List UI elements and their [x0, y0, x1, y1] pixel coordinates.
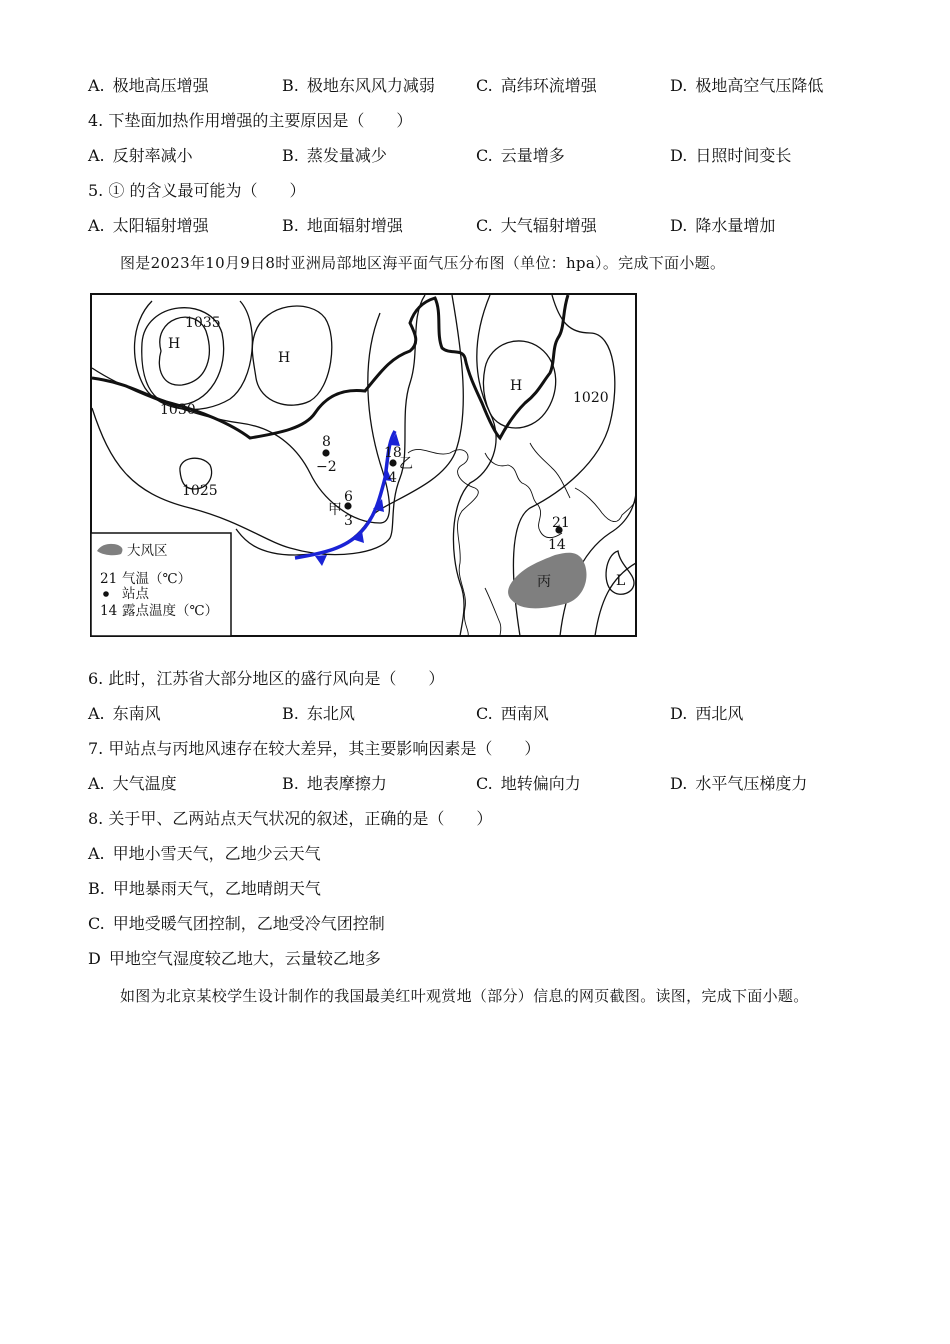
- q3-option-c: [476, 76, 597, 96]
- station-temp: 18: [384, 445, 402, 461]
- legend-gale-label: 大风区: [127, 543, 168, 559]
- option-letter: D.: [670, 216, 688, 235]
- q6-option-b: [282, 704, 355, 724]
- isobar-label-1020: 1020: [573, 390, 609, 406]
- option-text: 云量增多: [500, 146, 565, 165]
- q7-option-a: [88, 774, 177, 794]
- high-label-west: H: [168, 336, 181, 352]
- low-label: L: [616, 573, 626, 589]
- option-letter: D.: [670, 704, 688, 723]
- station-dew: 14: [548, 537, 566, 553]
- q3-option-b: [282, 76, 435, 96]
- q7-option-b: [282, 774, 387, 794]
- station-dot: [322, 449, 329, 456]
- q8-option-d: [88, 949, 381, 969]
- option-letter: A.: [88, 146, 105, 165]
- option-letter: D.: [670, 146, 688, 165]
- legend-station-label: 站点: [122, 586, 149, 602]
- option-text: 东北风: [306, 704, 355, 723]
- q5-option-b: [282, 216, 403, 236]
- option-text: 太阳辐射增强: [112, 216, 209, 235]
- option-text: 东南风: [112, 704, 161, 723]
- station-temp: 6: [344, 489, 353, 505]
- option-text: 降水量增加: [695, 216, 776, 235]
- option-text: 反射率减小: [112, 146, 193, 165]
- map-intro: 图是2023年10月9日8时亚洲局部地区海平面气压分布图（单位：hpa）。完成下面小题。: [120, 254, 726, 272]
- option-text: 日照时间变长: [695, 146, 792, 165]
- option-letter: C.: [88, 914, 105, 933]
- pressure-map-figure: [90, 293, 637, 637]
- option-text: 地转偏向力: [500, 774, 581, 793]
- q4-option-c: [476, 146, 565, 166]
- q8-option-c: [88, 914, 385, 934]
- q6-stem: 6. 此时，江苏省大部分地区的盛行风向是（ ）: [88, 669, 445, 688]
- option-text: 高纬环流增强: [500, 76, 597, 95]
- option-text: 极地高压增强: [112, 76, 209, 95]
- q7-stem: 7. 甲站点与丙地风速存在较大差异，其主要影响因素是（ ）: [88, 739, 541, 758]
- option-letter: A.: [88, 774, 105, 793]
- legend-temp-label: 气温（℃）: [122, 571, 192, 587]
- option-text: 大气温度: [112, 774, 177, 793]
- station-temp: 8: [322, 434, 331, 450]
- q5-option-d: [670, 216, 775, 236]
- station-dew: 4: [388, 470, 397, 486]
- option-text: 大气辐射增强: [500, 216, 597, 235]
- legend-station-dot: [103, 591, 109, 597]
- station-name: 甲: [328, 502, 342, 518]
- station-dew: −2: [316, 459, 337, 475]
- legend-temp-number: 21: [100, 571, 118, 587]
- option-letter: D.: [670, 76, 688, 95]
- option-letter: C.: [476, 774, 493, 793]
- high-label-east: H: [510, 378, 523, 394]
- q5-stem: 5. ① 的含义最可能为（ ）: [88, 181, 306, 200]
- station-temp: 21: [552, 515, 570, 531]
- option-letter: C.: [476, 216, 493, 235]
- isobar-label-1030: 1030: [160, 402, 196, 418]
- legend-dew-number: 14: [100, 603, 118, 619]
- option-letter: D.: [670, 774, 688, 793]
- q3-option-d: [670, 76, 823, 96]
- option-text: 极地东风风力减弱: [306, 76, 435, 95]
- option-letter: B.: [282, 216, 299, 235]
- q3-option-a: [88, 76, 209, 96]
- q5-option-c: [476, 216, 597, 236]
- q8-stem: 8. 关于甲、乙两站点天气状况的叙述，正确的是（ ）: [88, 809, 493, 828]
- option-text: 极地高空气压降低: [695, 76, 824, 95]
- next-section-intro: 如图为北京某校学生设计制作的我国最美红叶观赏地（部分）信息的网页截图。读图，完成下面小题。: [120, 987, 809, 1005]
- option-letter: C.: [476, 76, 493, 95]
- option-letter: B.: [282, 76, 299, 95]
- isobar-label-1025: 1025: [182, 483, 218, 499]
- option-letter: B.: [88, 879, 105, 898]
- option-text: 甲地小雪天气，乙地少云天气: [112, 844, 321, 863]
- q4-option-b: [282, 146, 387, 166]
- option-letter: B.: [282, 774, 299, 793]
- option-letter: B.: [282, 704, 299, 723]
- q4-option-d: [670, 146, 791, 166]
- q6-option-a: [88, 704, 161, 724]
- option-letter: A.: [88, 704, 105, 723]
- option-text: 甲地受暖气团控制，乙地受冷气团控制: [112, 914, 385, 933]
- area-bing-label: 丙: [537, 574, 551, 590]
- option-text: 地表摩擦力: [306, 774, 387, 793]
- option-text: 水平气压梯度力: [695, 774, 808, 793]
- option-text: 地面辐射增强: [306, 216, 403, 235]
- legend-dew-label: 露点温度（℃）: [122, 603, 219, 619]
- q5-option-a: [88, 216, 209, 236]
- option-letter: A.: [88, 844, 105, 863]
- map-legend: [91, 533, 231, 636]
- station-dew: 3: [344, 513, 353, 529]
- isobar-label-1035: 1035: [185, 315, 221, 331]
- q4-option-a: [88, 146, 193, 166]
- option-letter: A.: [88, 76, 105, 95]
- option-letter: C.: [476, 146, 493, 165]
- option-text: 蒸发量减少: [306, 146, 387, 165]
- option-letter: C.: [476, 704, 493, 723]
- q8-option-a: [88, 844, 321, 864]
- option-text: 西北风: [695, 704, 744, 723]
- q8-option-b: [88, 879, 321, 899]
- q4-stem: 4. 下垫面加热作用增强的主要原因是（ ）: [88, 111, 413, 130]
- option-letter: D: [88, 949, 101, 968]
- q6-option-c: [476, 704, 549, 724]
- q7-option-d: [670, 774, 807, 794]
- option-text: 西南风: [500, 704, 549, 723]
- option-letter: B.: [282, 146, 299, 165]
- q6-option-d: [670, 704, 743, 724]
- station-name: 乙: [399, 456, 413, 472]
- q7-option-c: [476, 774, 581, 794]
- option-text: 甲地空气湿度较乙地大，云量较乙地多: [108, 949, 381, 968]
- option-text: 甲地暴雨天气，乙地晴朗天气: [112, 879, 321, 898]
- high-label-center: H: [278, 350, 291, 366]
- option-letter: A.: [88, 216, 105, 235]
